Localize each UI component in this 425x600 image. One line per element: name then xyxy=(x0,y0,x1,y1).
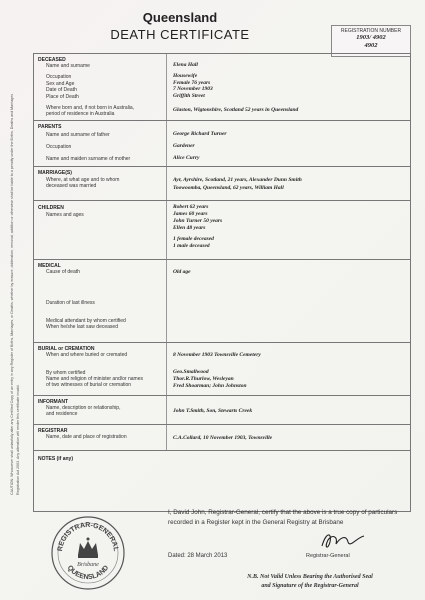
field-label: Duration of last illness xyxy=(46,300,95,306)
field-label: Medical attendant by whom certified xyxy=(46,318,126,324)
field-label: When and where buried or cremated xyxy=(46,352,128,358)
caution-notice: CAUTION: Whosoever shall unlawfully alter any Certified Copy of an entry in any Register of Births, Marriages, or Deaths, whether by erasure, obliteration, removal, addition or otherwise shall be liable to a penalty under the Births, Deaths and Marriages Registration Act 2003. Any alteration will render this certificate invalid. xyxy=(10,93,20,495)
children-female-deceased: 1 female deceased xyxy=(173,236,214,242)
field-label: When he/she last saw deceased xyxy=(46,324,118,330)
section-medical xyxy=(34,260,410,343)
registration-label: REGISTRATION NUMBER xyxy=(340,28,402,34)
father-name: George Richard Turner xyxy=(173,131,227,137)
field-label: Date of Death xyxy=(46,87,77,93)
field-label: period of residence in Australia xyxy=(46,111,115,117)
registration-number-repeat: 4902 xyxy=(364,42,378,49)
section-notes xyxy=(34,451,410,511)
child-entry: James 60 years xyxy=(173,211,208,217)
section-heading: BURIAL or CREMATION xyxy=(38,346,95,352)
field-label: Name and religion of minister and/or names xyxy=(46,376,143,382)
children-male-deceased: 1 male deceased xyxy=(173,243,210,249)
field-label: By whom certified xyxy=(46,370,86,376)
marriage-line: Ayr, Ayrshire, Scotland, 21 years, Alexander Dunn Smith xyxy=(173,177,302,183)
certificate-form xyxy=(33,53,411,512)
section-heading: CHILDREN xyxy=(38,205,64,211)
section-heading: MARRIAGE(S) xyxy=(38,170,72,176)
field-label: Place of Death xyxy=(46,94,79,100)
seal-city-text: Brisbane xyxy=(77,562,99,568)
burial-date-place: 8 November 1903 Townsville Cemetery xyxy=(173,352,261,358)
state-title: Queensland xyxy=(142,10,218,25)
field-label: Names and ages xyxy=(46,212,84,218)
section-marriage xyxy=(34,167,410,201)
validity-note: N.B. Not Valid Unless Bearing the Authorised Seal and Signature of the Registrar-General xyxy=(247,574,373,589)
child-entry: John Turner 50 years xyxy=(173,218,223,224)
field-label: of two witnesses of burial or cremation xyxy=(46,382,132,388)
section-deceased xyxy=(34,54,410,121)
certification-statement: I, David John, Registrar-General, certify that the above is a true copy of particulars recorded in a Register kept in the General Registry at Brisbane xyxy=(168,509,398,526)
certificate-title: DEATH CERTIFICATE xyxy=(110,27,250,42)
field-label: Occupation xyxy=(46,74,72,80)
field-label: deceased was married xyxy=(46,183,97,189)
field-label: Where born and, if not born in Australia, xyxy=(46,105,135,111)
deceased-place: Griffith Street xyxy=(173,93,205,99)
section-heading: MEDICAL xyxy=(38,263,61,269)
registration-number: 1903/ 4902 xyxy=(356,34,386,41)
crown-icon xyxy=(78,538,98,559)
seal-bottom-text: QUEENSLAND xyxy=(65,564,111,582)
minister-witnesses: Thor.R.Thurlow, Wesleyan xyxy=(173,376,234,382)
informant-details: John T.Smith, Son, Stewarts Creek xyxy=(173,408,253,414)
section-heading: DECEASED xyxy=(38,57,66,63)
section-heading: NOTES (if any) xyxy=(38,456,74,462)
deceased-date: 7 November 1903 xyxy=(173,86,213,92)
field-label: Name and maiden surname of mother xyxy=(46,156,131,162)
marriage-line: Toowoomba, Queensland, 62 years, William Hall xyxy=(173,185,284,191)
minister-witnesses: Fred Shoarman; John Johnston xyxy=(173,383,247,389)
father-occupation: Gardener xyxy=(173,143,195,149)
registrar-general-seal xyxy=(50,515,126,591)
field-label: Name and surname xyxy=(46,63,90,69)
field-label: Cause of death xyxy=(46,269,80,275)
burial-certified-by: Geo.Smallwood xyxy=(173,369,209,375)
registrar-details: C.A.Collard, 10 November 1903, Townsville xyxy=(173,435,273,441)
section-children xyxy=(34,201,410,260)
field-label: and residence xyxy=(46,411,78,417)
registrar-general-label: Registrar-General xyxy=(306,553,350,559)
deceased-occupation: Housewife xyxy=(173,73,198,79)
child-entry: Robert 62 years xyxy=(173,204,209,210)
deceased-name: Elena Hall xyxy=(173,62,198,68)
section-heading: INFORMANT xyxy=(38,399,68,405)
field-label: Sex and Age xyxy=(46,81,75,87)
field-label: Occupation xyxy=(46,144,72,150)
seal-top-text: REGISTRAR-GENERAL xyxy=(56,521,119,552)
cause-of-death: Old age xyxy=(173,269,191,275)
child-entry: Ellen 48 years xyxy=(173,225,206,231)
dated-line: Dated: 28 March 2013 xyxy=(168,553,228,559)
field-label: Name, description or relationship, xyxy=(46,405,121,411)
deceased-birthplace: Glaston, Wigtonshire, Scotland 52 years in Queensland xyxy=(173,107,299,113)
mother-name: Alice Curry xyxy=(173,155,200,161)
field-label: Name and surname of father xyxy=(46,132,110,138)
field-label: Name, date and place of registration xyxy=(46,434,127,440)
section-informant xyxy=(34,396,410,425)
deceased-sex-age: Female 76 years xyxy=(173,80,211,86)
section-burial xyxy=(34,343,410,396)
registrar-signature xyxy=(318,528,368,554)
section-parents xyxy=(34,121,410,167)
section-registrar xyxy=(34,425,410,451)
section-heading: REGISTRAR xyxy=(38,428,68,434)
section-heading: PARENTS xyxy=(38,124,62,130)
field-label: Where, at what age and to whom xyxy=(46,177,120,183)
